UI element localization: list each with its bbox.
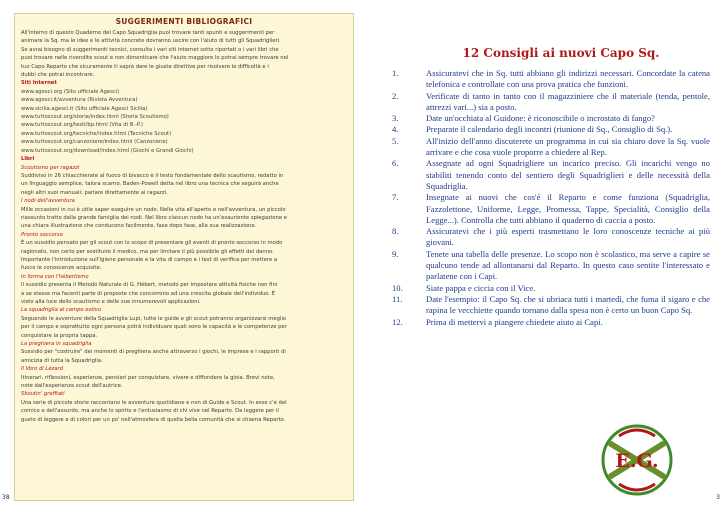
site-link: www.agesci.org (Sito ufficiale Agesci)	[21, 88, 120, 95]
tips-panel	[392, 30, 710, 328]
tip-item	[392, 249, 710, 283]
book-title: Il libro di Lézard	[21, 366, 64, 373]
book-description-line: fuoco le conoscenze acquisite.	[21, 265, 102, 272]
tip-text: Tenete una tabella delle presenze. Lo scopo non è scolastico, ma serve a capire se qualcuno tende ad allontanarsi dal Reparto. In questo caso sentite l'interessato e parlatene con i Capi.	[426, 248, 710, 282]
book-entry	[21, 306, 347, 340]
tip-text: Verificate di tanto in tanto con il magazziniere che il materiale (tenda, pentole, attrezzi vari...) sia a posto.	[426, 90, 710, 112]
tip-text: Assegnate ad ogni Squadrigliere un incarico preciso. Gli incarichi vengo no stabiliti tenendo conto del sentiero degli Squadriglieri e delle necessità della Squadriglia.	[426, 158, 710, 191]
book-description-line: Importante l'introduzione sull'igiene personale e la vita di campo e i test di verifica per mettere a	[21, 256, 278, 263]
book-entry	[21, 231, 347, 273]
tip-item	[392, 68, 710, 91]
tip-number: 12.	[392, 316, 403, 327]
tip-text: Preparate il calendario degli incontri (riunione di Sq., Consiglio di Sq.).	[426, 124, 673, 135]
logo-lettering: E.G.	[615, 450, 659, 472]
book-title: In forma con l'hébertismo	[21, 273, 89, 280]
intro-line: tuo Capo Reparto che sicuramente ti saprà dare le giuste direttive per risolvere le difficoltà e i	[21, 63, 269, 70]
book-description-line: un linguaggio semplice, talora scarno. Baden-Powell detta nel libro una tecnica che seguirà anche	[21, 181, 279, 188]
book-description-line: note dall'esperienza scout dell'autrice.	[21, 383, 123, 390]
bibliography-panel	[14, 13, 354, 501]
tip-item	[392, 192, 710, 226]
book-title: I nodi dell'avventura	[21, 198, 75, 205]
intro-line: Se avrai bisogno di suggerimenti tecnici, consulta i vari siti internet sotto riportati o i vari libri che	[21, 46, 279, 53]
intro-line: All'interno di questo Quaderno del Capo Squadriglia puoi trovare tanti spunti e suggerimenti per	[21, 30, 275, 36]
tip-text: Assicuratevi che in Sq. tutti abbiano gli indirizzi necessari. Concordate la catena telefonica e controllate con una prova pratica che funzioni.	[426, 68, 710, 90]
book-description-line: conquistare la propria tappa.	[21, 332, 98, 339]
book-entry	[21, 340, 347, 365]
book-description-line: ragionato, non certo per sostituire il medico, ma per limitare il più possibile gli effetti del danno.	[21, 248, 274, 255]
page-number-right: 3	[716, 494, 720, 501]
tip-number: 7.	[392, 192, 399, 203]
tip-number: 1.	[392, 68, 399, 78]
book-description-line: negli altri suoi manuali: parlare direttamente ai ragazzi.	[21, 189, 168, 196]
tip-text: Prima di mettervi a piangere chiedete aiuto ai Capi.	[426, 316, 603, 327]
page-number-left: 38	[2, 494, 10, 501]
book-description-line: Itinerari, riflessioni, esperienze, pensieri per conquistare, vivere e diffondere la gioia. Brevi note,	[21, 374, 275, 381]
tip-item	[392, 283, 710, 294]
sites-list	[21, 88, 347, 155]
book-title: La squadriglia al campo estivo	[21, 307, 102, 314]
book-entry	[21, 390, 347, 424]
tip-number: 6.	[392, 158, 399, 169]
tip-number: 2.	[392, 90, 399, 101]
book-entry	[21, 273, 347, 307]
books-heading: Libri	[21, 156, 35, 163]
book-description-line: amicizia di tutta la Squadriglia.	[21, 357, 103, 364]
book-description-line: Suddiviso in 26 chiacchierate al fuoco di bivacco è il testo fondamentale dello scautismo, redatto in	[21, 172, 284, 179]
tips-title: 12 Consigli ai nuovi Capo Sq.	[462, 46, 660, 60]
site-link: www.agesci.it/avventura (Rivista Avventura)	[21, 97, 138, 104]
site-link: www.sicilia.agesci.it (Sito ufficiale Agesci Sicilia)	[21, 105, 148, 112]
tip-number: 8.	[392, 226, 399, 237]
tip-item	[392, 226, 710, 249]
book-description-line: È un sussidio pensato per gli scout con lo scopo di presentare gli eventi di pronto soccorso in modo	[21, 240, 283, 247]
book-title: Scoutismo per ragazzi	[21, 164, 80, 171]
book-title: Skoutin' graffiati	[21, 391, 65, 398]
tip-number: 3.	[392, 113, 399, 124]
tip-item	[392, 124, 710, 135]
tip-number: 9.	[392, 248, 399, 259]
book-description-line: una chiara illustrazione che conducono facilmente, fase dopo fase, alla sua realizzazione.	[21, 223, 257, 230]
book-entry	[21, 164, 347, 198]
book-description-line: comico e dell'assurdo, ma anche lo spirito e l'entusiasmo di chi vive nel Reparto. Da leggere per il	[21, 408, 279, 415]
tip-item	[392, 113, 710, 124]
book-description-line: Mille occasioni in cui è utile saper eseguire un nodo. Nella vita all'aperto e nell'avventura, un piccolo	[21, 206, 286, 213]
tip-item	[392, 317, 710, 328]
tip-text: Assicuratevi che i più esperti trasmettano le loro conoscenze tecniche ai più giovani.	[426, 226, 710, 248]
tip-text: Date un'occhiata al Guidone: è riconoscibile o incrostato di fango?	[426, 113, 655, 124]
tip-item	[392, 294, 710, 317]
tip-text: All'inizio dell'anno discuterete un programma in cui sia chiaro dove la Sq. vuole arrivare e che cosa vuole proporre a chiedere al Rep.	[426, 135, 710, 158]
site-link: www.tuttoscout.org/tecniche/index.html (Tecniche Scout)	[21, 130, 172, 137]
tip-number: 11.	[392, 293, 403, 304]
book-description-line: Seguendo le avventure della Squadriglia Lupi, tutte le guide e gli scout potranno organizzarsi meglio	[21, 315, 287, 322]
book-description-line: Sussidio per "costruire" dei momenti di preghiera anche attraverso i giochi, le imprese e i rapporti di	[21, 349, 286, 356]
book-description-line: Una serie di piccole storie raccontano le avventure quotidiane e non di Guide e Scout. In esse c'è del	[21, 399, 287, 406]
intro-line: animare la Sq. ma le idee e le attività concrete dovranno uscire con l'aiuto di tutti gli Squadriglieri.	[21, 38, 281, 45]
books-list	[21, 164, 347, 425]
book-entry	[21, 197, 347, 231]
intro-paragraph	[21, 29, 347, 79]
book-description-line: per il campo e soprattutto ogni persona potrà individuare quali sono le capacità e le competenze per	[21, 324, 287, 331]
tip-number: 4.	[392, 124, 399, 135]
tip-number: 10.	[392, 282, 403, 293]
tip-text: Insegnate ai nuovi che cos'é il Reparto e come funziona (Squadriglia, Fazzolettone, Uniforme, Legge, Promessa, Tappe, Specialità, Consiglio della Legge...). Controlla che tutti abbiano il quaderno di caccia a posto.	[426, 192, 710, 225]
site-link: www.tuttoscout.org/storia/index.html (Storia Scoutismo)	[21, 114, 169, 121]
book-description-line: a se stesse ma facenti parte di proposte che concorrono ad una crescita globale dell'individuo. È	[21, 290, 276, 297]
tip-number: 5.	[392, 135, 399, 146]
site-link: www.tuttoscout.org/canzoniere/index.html (Canzoniere)	[21, 139, 168, 146]
tip-text: Siate pappa e ciccia con il Vice.	[426, 282, 536, 293]
site-link: www.tuttoscout.org/download/index.html (Giochi e Grandi Giochi)	[21, 147, 194, 154]
tip-text: Date l'esempio: il Capo Sq. che si ubriaca tutti i martedì, che fuma il sigaro e che rapina le vecchiette quando tornano dalla spesa non è certo un buon Capo Sq.	[426, 293, 710, 316]
book-description-line: riassunto tratto dalla grande famiglia dei nodi. Nel libro ciascun nodo ha un'esauriente spiegazione e	[21, 214, 287, 221]
eg-logo-icon	[597, 420, 677, 500]
book-description-line: gusto di leggere e di colori per un po' nell'atmosfera di quella bella comunità che si chiama Reparto.	[21, 416, 286, 423]
tip-item	[392, 136, 710, 159]
sites-heading: Siti Internet	[21, 80, 57, 87]
tip-item	[392, 91, 710, 114]
site-link: www.tuttoscout.org/testi/bp.html (Vita di B.-P.)	[21, 122, 143, 129]
tips-list	[392, 68, 710, 328]
bibliography-title: SUGGERIMENTI BIBLIOGRAFICI	[115, 17, 253, 26]
tip-item	[392, 158, 710, 192]
book-description-line: visto alla luce dello scautismo e delle sue innumerevoli applicazioni.	[21, 299, 201, 305]
book-entry	[21, 365, 347, 390]
intro-line: dubbi che potrai incontrare.	[21, 72, 95, 79]
bibliography-text	[21, 29, 347, 424]
book-title: Pronto soccorso	[21, 231, 63, 238]
book-title: La preghiera in squadriglia	[21, 341, 92, 348]
intro-line: puoi trovare nelle rivendite scout e non dimenticare che l'aiuto maggiore lo potrai sempre trovare nel	[21, 55, 289, 62]
book-description-line: Il sussidio presenta il Metodo Naturale di G. Hébert, metodo per impostare attività fisiche non fini	[21, 282, 278, 289]
